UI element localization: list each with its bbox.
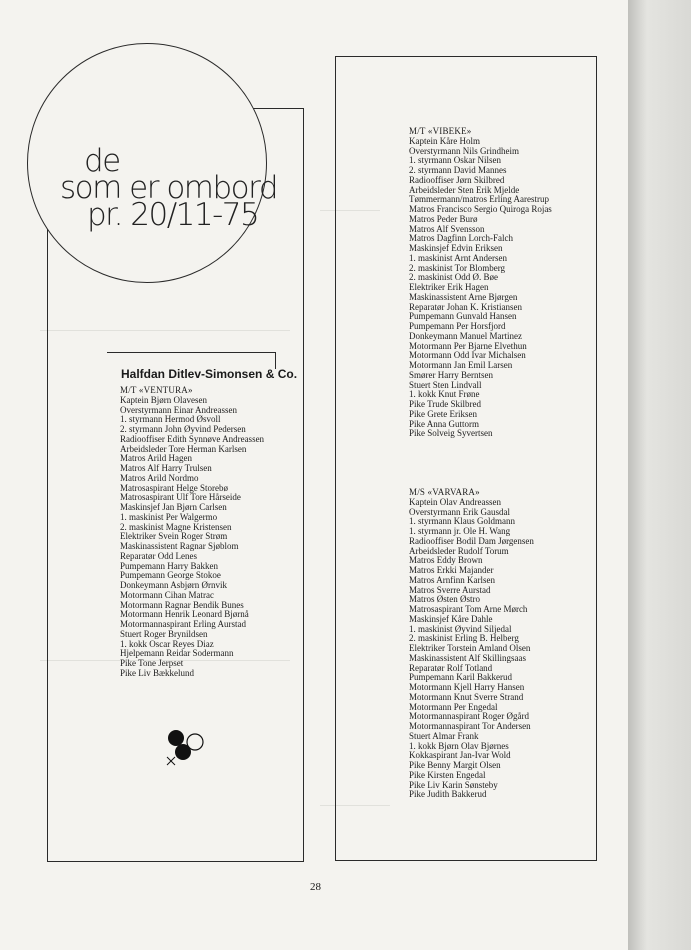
crew-member: 1. maskinist Arnt Andersen [409,252,507,263]
vibeke-crew-list [409,127,552,439]
crew-member: Pumpemann Gunvald Hansen [409,311,517,322]
crew-member: Pumpemann Karil Bakkerud [409,672,512,683]
crew-member: Elektriker Torstein Amland Olsen [409,643,531,653]
crew-member: Matros Francisco Sergio Quiroga Rojas [409,204,552,214]
crew-member: Pike Solveig Syvertsen [409,428,493,439]
crew-member: Elektriker Svein Roger Strøm [120,531,228,542]
crew-member: Radiooffiser Jørn Skilbred [409,174,505,185]
crew-member: 2. styrmann David Mannes [409,165,507,175]
crew-member: 2. maskinist Erling B. Helberg [409,633,519,644]
crew-member: Matros Peder Burø [409,213,478,224]
crew-member: Matrosaspirant Ulf Tore Hårseide [120,492,241,503]
ship-name: M/T «VENTURA» [120,385,193,395]
crew-member: Motormann Knut Sverre Strand [409,691,524,702]
crew-list [409,498,534,800]
crew-member: Donkeymann Manuel Martinez [409,330,522,341]
crew-member: Pike Trude Skilbred [409,399,482,409]
crew-member: 1. kokk Bjørn Olav Bjørnes [409,740,509,751]
crew-member: Matros Østen Østro [409,594,480,605]
crew-member: 1. maskinist Øyvind Siljedal [409,623,512,634]
crew-member: 2. maskinist Magne Kristensen [120,521,232,532]
varvara-crew-list [409,488,534,800]
crew-member: Pumpemann Harry Bakken [120,560,218,571]
crew-member: Arbeidsleder Sten Erik Mjelde [409,184,520,195]
page-title [60,143,290,233]
crew-member: Reparatør Johan K. Kristiansen [409,301,522,312]
crew-member: 2. styrmann John Øyvind Pedersen [120,424,246,434]
crew-member: Motormann Cihan Matrac [120,589,214,600]
crew-member: Radiooffiser Edith Synnøve Andreassen [120,433,265,444]
title-line-2: som er ombord [60,170,278,206]
crew-list [409,137,552,439]
crew-member: Maskinsjef Jan Bjørn Carlsen [120,502,227,512]
title-line-1: de [84,143,120,179]
crew-member: Matros Dagfinn Lorch-Falch [409,233,513,244]
crew-member: Matros Arnfinn Karlsen [409,574,495,585]
company-name: Halfdan Ditlev-Simonsen & Co. [121,367,298,381]
crew-member: Matros Erkki Majander [409,565,494,575]
crew-member: Maskinassistent Ragnar Sjøblom [120,541,239,551]
crew-member: Matros Alf Harry Trulsen [120,463,212,473]
ship-name: M/T «VIBEKE» [409,126,472,136]
crew-member: Stuert Almar Frank [409,730,479,741]
page-edge [628,0,691,950]
crew-list [120,396,264,679]
crew-member: Motormannaspirant Erling Aurstad [120,619,246,629]
crew-member: Stuert Sten Lindvall [409,379,482,390]
title-line-3: pr. 20/11-75 [87,197,259,233]
crew-member: Kaptein Kåre Holm [409,135,480,146]
crew-member: Donkeymann Asbjørn Ørnvik [120,580,227,590]
crew-member: Pike Judith Bakkerud [409,789,487,800]
crew-member: Motormann Jan Emil Larsen [409,360,513,370]
crew-member: Motormann Ragnar Bendik Bunes [120,599,244,610]
crew-member: Pike Benny Margit Olsen [409,760,501,770]
crew-member: 1. styrmann jr. Ole H. Wang [409,526,511,536]
crew-member: Pike Liv Bækkelund [120,667,194,678]
crew-member: Stuert Roger Brynildsen [120,628,208,639]
crew-member: Motormann Henrik Leonard Bjørnå [120,609,249,620]
crew-member: Motormann Per Engedal [409,701,498,712]
crew-member: Motormannaspirant Roger Øgård [409,711,529,722]
ventura-crew-list [120,386,264,679]
crew-member: Hjelpemann Reidar Sodermann [120,648,234,659]
crew-member: Maskinassistent Alf Skillingsaas [409,652,526,663]
crew-member: Pumpemann Per Horsfjord [409,321,506,331]
crew-member: Motormann Per Bjarne Elvethun [409,340,527,351]
crew-member: Matros Sverre Aurstad [409,584,491,595]
crew-member: Motormannaspirant Tor Andersen [409,721,531,731]
crew-member: 1. maskinist Per Walgermo [120,511,218,522]
crew-member: 1. styrmann Hermod Øsvoll [120,414,221,425]
company-logo-icon [163,728,211,768]
crew-member: Elektriker Erik Hagen [409,282,489,292]
crew-member: 2. maskinist Odd Ø. Bøe [409,272,498,283]
crew-member: Kokkaspirant Jan-Ivar Wold [409,750,511,761]
crew-member: Reparatør Odd Lenes [120,550,197,561]
crew-member: 1. kokk Knut Frøne [409,389,480,400]
crew-member: 2. maskinist Tor Blomberg [409,262,506,273]
crew-member: Maskinsjef Kåre Dahle [409,613,493,624]
crew-member: 1. kokk Oscar Reyes Diaz [120,638,214,649]
crew-member: Pike Liv Karin Sønsteby [409,779,498,790]
crew-member: Pumpemann George Stokoe [120,570,221,581]
crew-member: Maskinassistent Arne Bjørgen [409,291,518,302]
crew-member: Pike Anna Guttorm [409,418,479,429]
crew-member: Overstyrmann Nils Grindheim [409,145,519,156]
crew-member: 1. styrmann Klaus Goldmann [409,516,515,527]
crew-member: Matros Arild Nordmo [120,472,199,483]
crew-member: Pike Kirsten Engedal [409,769,486,780]
crew-member: Arbeidsleder Rudolf Torum [409,545,509,556]
crew-member: Matrosaspirant Tom Arne Mørch [409,604,528,614]
crew-member: Radiooffiser Bodil Dam Jørgensen [409,535,534,546]
crew-member: Maskinsjef Edvin Eriksen [409,243,503,253]
crew-member: Motormann Odd Ivar Michalsen [409,350,526,361]
crew-member: Matros Eddy Brown [409,555,483,566]
crew-member: Matros Arild Hagen [120,453,192,464]
crew-member: Kaptein Bjørn Olavesen [120,394,207,405]
crew-member: Motormann Kjell Harry Hansen [409,682,525,692]
crew-member: Kaptein Olav Andreassen [409,496,501,507]
ship-name: M/S «VARVARA» [409,487,480,497]
crew-member: Arbeidsleder Tore Herman Karlsen [120,443,247,454]
crew-member: Pike Grete Eriksen [409,408,477,419]
crew-member: Pike Tone Jerpset [120,658,184,668]
crew-member: Tømmermann/matros Erling Aarestrup [409,194,549,205]
crew-member: Smører Harry Berntsen [409,369,493,380]
crew-member: Overstyrmann Erik Gausdal [409,506,510,517]
crew-member: 1. styrmann Oskar Nilsen [409,155,501,166]
crew-member: Reparatør Rolf Totland [409,662,493,673]
crew-member: Matros Alf Svensson [409,223,485,234]
crew-member: Matrosaspirant Helge Storebø [120,482,228,493]
crew-member: Overstyrmann Einar Andreassen [120,404,237,415]
page-number: 28 [310,881,321,893]
